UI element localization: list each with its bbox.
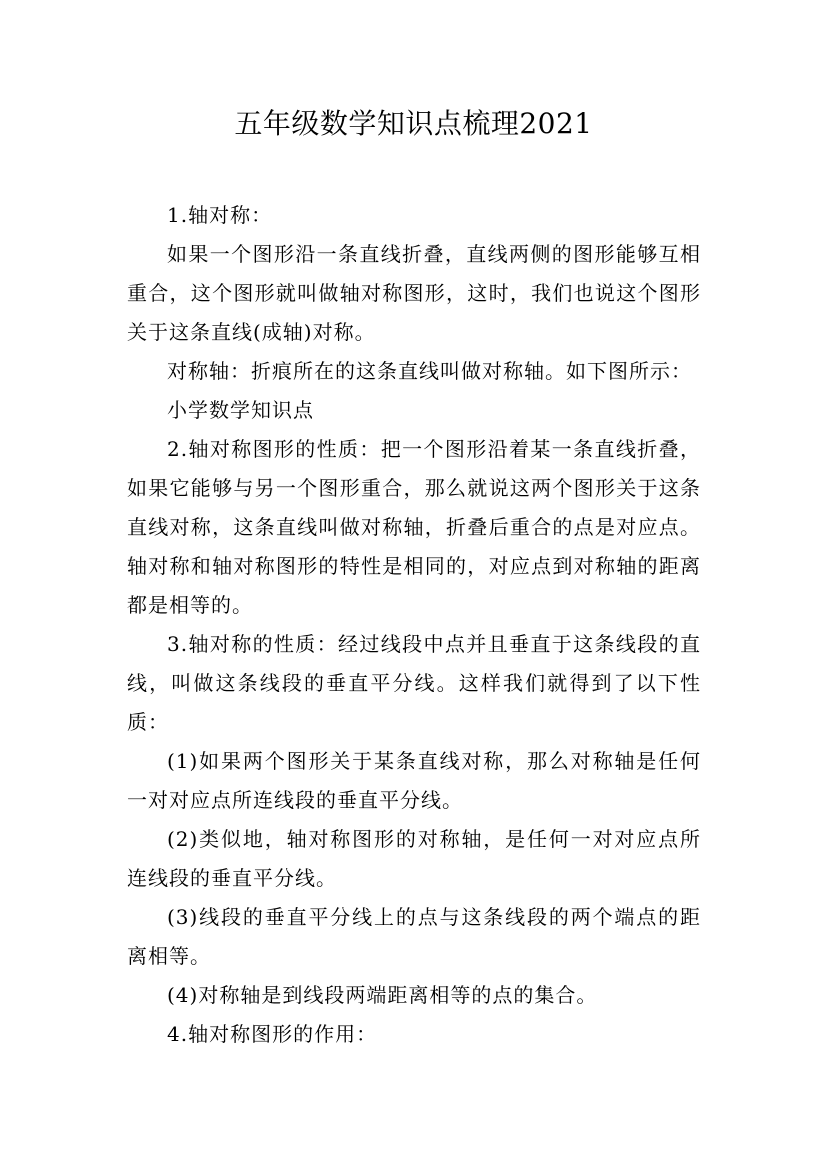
paragraph-property-3: 3.轴对称的性质：经过线段中点并且垂直于这条线段的直线，叫做这条线段的垂直平分线。这样我们就得到了以下性质： [127, 632, 701, 734]
paragraph-item-3: (3)线段的垂直平分线上的点与这条线段的两个端点的距离相等。 [127, 905, 701, 968]
paragraph-axis: 对称轴：折痕所在的这条直线叫做对称轴。如下图所示： [167, 359, 692, 383]
document-body [127, 196, 701, 1054]
paragraph-heading-4: 4.轴对称图形的作用： [167, 1022, 378, 1046]
paragraph-definition: 如果一个图形沿一条直线折叠，直线两侧的图形能够互相重合，这个图形就叫做轴对称图形，这时，我们也说这个图形关于这条直线(成轴)对称。 [127, 242, 701, 344]
paragraph-item-4: (4)对称轴是到线段两端距离相等的点的集合。 [167, 983, 598, 1007]
paragraph-item-1: (1)如果两个图形关于某条直线对称，那么对称轴是任何一对对应点所连线段的垂直平分线。 [127, 749, 701, 812]
paragraph-caption: 小学数学知识点 [167, 398, 314, 422]
page-title: 五年级数学知识点梳理2021 [234, 107, 593, 140]
paragraph-property-2: 2.轴对称图形的性质：把一个图形沿着某一条直线折叠，如果它能够与另一个图形重合，那么就说这两个图形关于这条直线对称，这条直线叫做对称轴，折叠后重合的点是对应点。轴对称和轴对称图形的特性是相同的，对应点到对称轴的距离都是相等的。 [127, 437, 701, 617]
paragraph-heading-1: 1.轴对称： [167, 203, 273, 227]
paragraph-item-2: (2)类似地，轴对称图形的对称轴，是任何一对对应点所连线段的垂直平分线。 [127, 827, 701, 890]
